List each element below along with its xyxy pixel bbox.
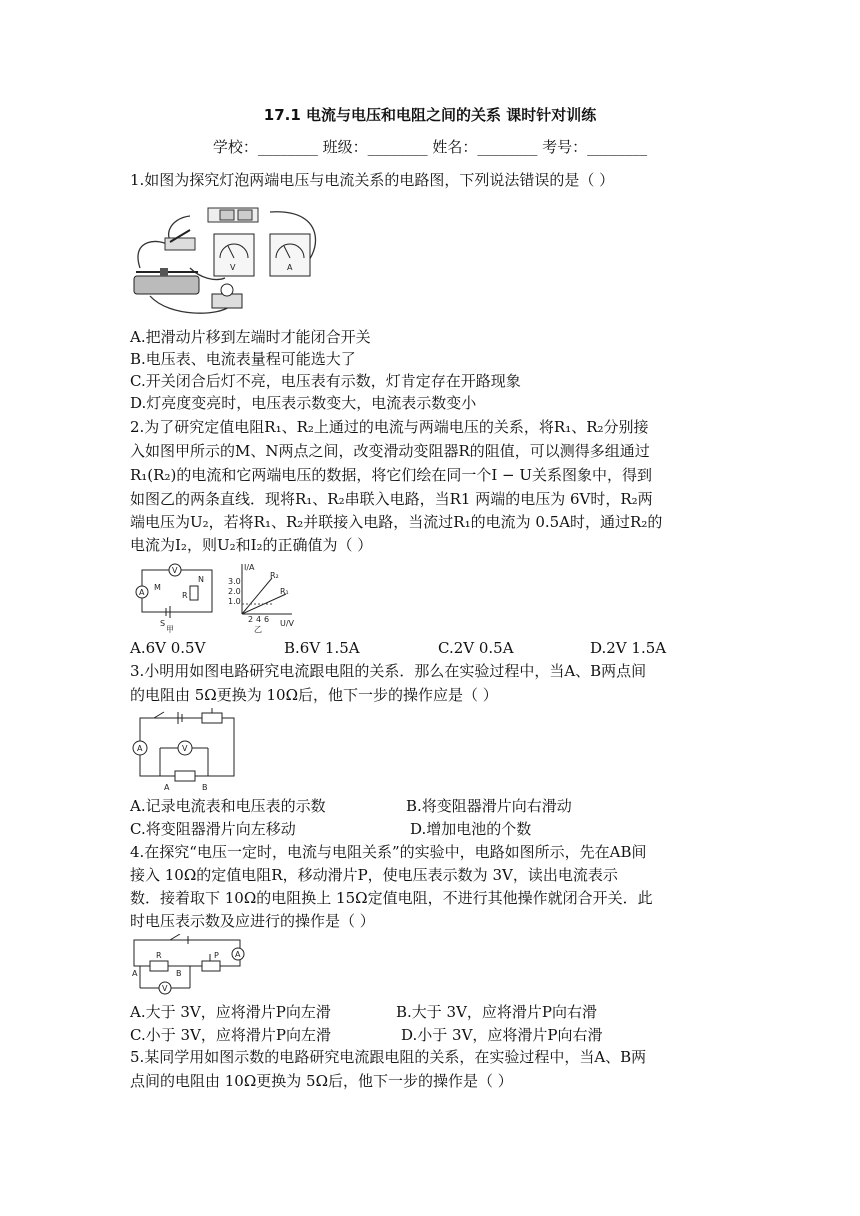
q2-x-tick-6: 6 xyxy=(264,615,270,624)
q1-option-b: B.电压表、电流表量程可能选大了 xyxy=(130,350,356,368)
q4-stem-line-1: 4.在探究“电压一定时，电流与电阻关系”的实验中，电路如图所示，先在AB间 xyxy=(130,843,647,861)
q4-r-label: R xyxy=(156,951,162,960)
q2-r-label: R xyxy=(182,591,188,600)
q3-stem-line-2: 的电阻由 5Ω更换为 10Ω后，他下一步的操作应是（ ） xyxy=(130,686,498,704)
q2-voltmeter-label: V xyxy=(172,566,178,575)
q2-stem-line-3: R₁(R₂)的电流和它两端电压的数据，将它们绘在同一个I − U关系图象中，得到 xyxy=(130,466,652,484)
q5-stem-line-1: 5.某同学用如图示数的电路研究电流跟电阻的关系，在实验过程中，当A、B两 xyxy=(130,1048,647,1066)
q2-y-tick-2: 2.0 xyxy=(228,587,241,596)
q3-option-a: A.记录电流表和电压表的示数 xyxy=(130,797,326,815)
q2-s-label: S xyxy=(160,619,166,628)
q2-x-axis-label: U/V xyxy=(280,619,295,628)
q1-stem: 1.如图为探究灯泡两端电压与电流关系的电路图，下列说法错误的是（ ） xyxy=(130,171,615,189)
q4-option-b: B.大于 3V，应将滑片P向右滑 xyxy=(396,1003,598,1021)
q2-caption-yi: 乙 xyxy=(254,625,262,634)
q2-m-label: M xyxy=(154,583,161,592)
q2-stem-line-6: 电流为I₂，则U₂和I₂的正确值为（ ） xyxy=(130,536,373,554)
q1-option-a: A.把滑动片移到左端时才能闭合开关 xyxy=(130,328,371,346)
q4-voltmeter-label: V xyxy=(162,984,168,993)
q2-option-d: D.2V 1.5A xyxy=(590,639,667,657)
q2-option-a: A.6V 0.5V xyxy=(130,639,206,657)
q4-option-d: D.小于 3V，应将滑片P向右滑 xyxy=(401,1026,603,1044)
q2-stem-line-5: 端电压为U₂，若将R₁、R₂并联接入电路，当流过R₁的电流为 0.5A时，通过R₂的 xyxy=(130,513,663,531)
q3-point-b-label: B xyxy=(202,783,208,792)
q2-stem-line-2: 入如图甲所示的M、N两点之间，改变滑动变阻器R的阻值，可以测得多组通过 xyxy=(130,442,650,460)
q2-option-b: B.6V 1.5A xyxy=(284,639,360,657)
q1-option-c: C.开关闭合后灯不亮，电压表有示数，灯肯定存在开路现象 xyxy=(130,372,521,390)
q2-x-tick-4: 4 xyxy=(256,615,262,624)
q4-circuit-diagram xyxy=(130,934,250,998)
q2-y-tick-3: 3.0 xyxy=(228,577,241,586)
q4-ammeter-label: A xyxy=(235,950,241,959)
q4-option-c: C.小于 3V，应将滑片P向左滑 xyxy=(130,1026,331,1044)
student-info-line: 学校：________ 班级：________ 姓名：________ 考号：________ xyxy=(212,138,648,156)
page-title: 17.1 电流与电压和电阻之间的关系 课时针对训练 xyxy=(263,106,597,124)
q4-point-a-label: A xyxy=(132,969,138,978)
q3-option-b: B.将变阻器滑片向右滑动 xyxy=(406,797,572,815)
q2-n-label: N xyxy=(198,575,204,584)
q2-r1-label: R₁ xyxy=(280,587,289,596)
q5-stem-line-2: 点间的电阻由 10Ω更换为 5Ω后，他下一步的操作是（ ） xyxy=(130,1072,513,1090)
q4-p-label: P xyxy=(214,951,219,960)
q1-option-d: D.灯亮度变亮时，电压表示数变大，电流表示数变小 xyxy=(130,394,477,412)
q4-stem-line-4: 时电压表示数及应进行的操作是（ ） xyxy=(130,912,375,930)
q3-point-a-label: A xyxy=(164,783,170,792)
q3-stem-line-1: 3.小明用如图电路研究电流跟电阻的关系．那么在实验过程中，当A、B两点间 xyxy=(130,662,647,680)
q3-voltmeter-label: V xyxy=(182,744,188,753)
q2-stem-line-4: 如图乙的两条直线．现将R₁、R₂串联入电路，当R1 两端的电压为 6V时，R₂两 xyxy=(130,490,653,508)
q2-stem-line-1: 2.为了研究定值电阻R₁、R₂上通过的电流与两端电压的关系，将R₁、R₂分别接 xyxy=(130,418,649,436)
q3-ammeter-label: A xyxy=(137,744,143,753)
q3-option-d: D.增加电池的个数 xyxy=(410,820,532,838)
q2-y-tick-1: 1.0 xyxy=(228,597,241,606)
q2-option-c: C.2V 0.5A xyxy=(438,639,514,657)
q4-option-a: A.大于 3V，应将滑片P向左滑 xyxy=(130,1003,331,1021)
q2-y-axis-label: I/A xyxy=(244,563,255,572)
q2-r2-label: R₂ xyxy=(270,571,279,580)
q4-stem-line-3: 数．接着取下 10Ω的电阻换上 15Ω定值电阻，不进行其他操作就闭合开关．此 xyxy=(130,889,653,907)
q2-caption-jia: 甲 xyxy=(166,625,174,634)
q2-x-tick-2: 2 xyxy=(248,615,254,624)
q4-stem-line-2: 接入 10Ω的定值电阻R，移动滑片P，使电压表示数为 3V，读出电流表示 xyxy=(130,866,618,884)
svg-text:A: A xyxy=(287,263,293,272)
q3-circuit-diagram xyxy=(130,708,240,794)
svg-text:V: V xyxy=(230,263,236,272)
q3-option-c: C.将变阻器滑片向左移动 xyxy=(130,820,296,838)
q1-circuit-photo xyxy=(130,198,320,320)
q2-circuit-and-graph xyxy=(130,560,302,634)
q2-ammeter-label: A xyxy=(139,588,145,597)
q4-point-b-label: B xyxy=(176,969,182,978)
